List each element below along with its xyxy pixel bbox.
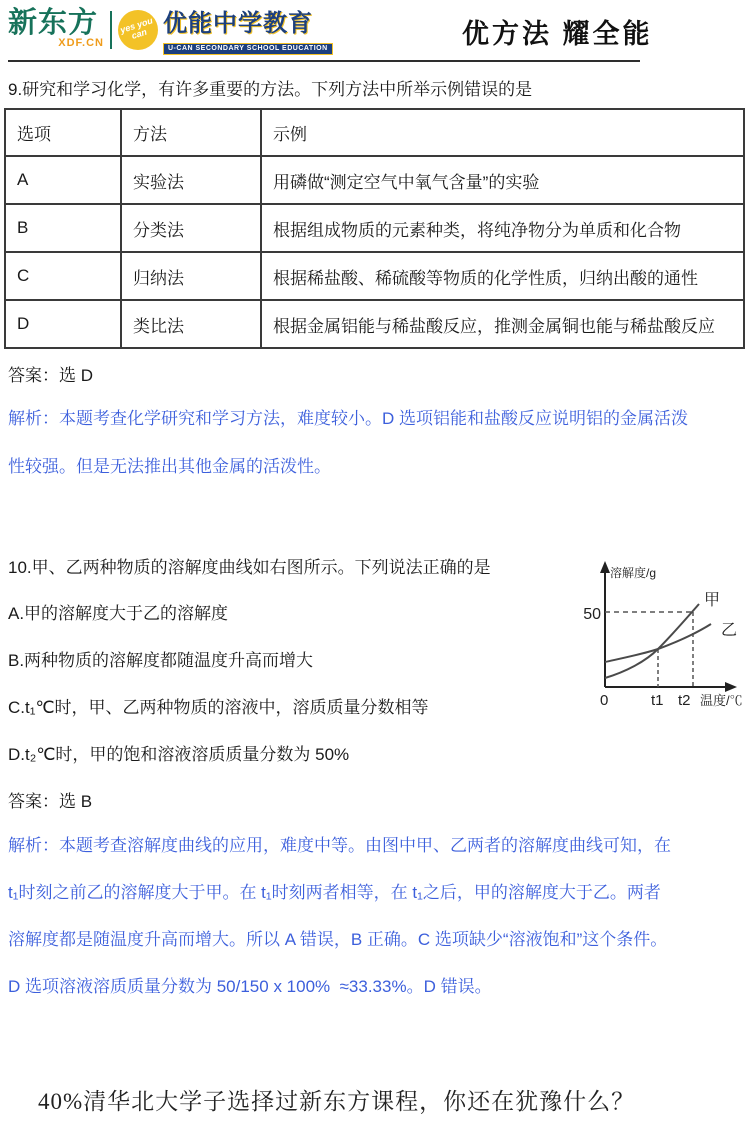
q9-analysis-line: 解析：本题考查化学研究和学习方法，难度较小。D 选项铝能和盐酸反应说明铝的金属活泼 [8, 409, 688, 428]
table-header-cell: 方法 [121, 109, 261, 156]
table-cell: 分类法 [121, 204, 261, 252]
q9-analysis-line: 性较强。但是无法推出其他金属的活泼性。 [8, 457, 331, 476]
ucan-subtitle: U-CAN SECONDARY SCHOOL EDUCATION [163, 43, 333, 55]
table-cell: 根据金属铝能与稀盐酸反应，推测金属铜也能与稀盐酸反应 [261, 300, 744, 348]
solubility-curve-chart [563, 553, 750, 713]
logo-divider [110, 11, 112, 49]
q10-stem: 10.甲、乙两种物质的溶解度曲线如右图所示。下列说法正确的是 [8, 558, 491, 577]
table-row [5, 300, 744, 348]
q10-analysis-line: D 选项溶液溶质质量分数为 50/150 x 100% ≈33.33%。D 错误。 [8, 977, 492, 996]
table-row [5, 204, 744, 252]
q9-table [4, 108, 745, 349]
x-tick-0: 0 [600, 692, 609, 709]
q10-analysis-line: 溶解度都是随温度升高而增大。所以 A 错误，B 正确。C 选项缺少“溶液饱和”这个条件。 [8, 930, 668, 949]
table-cell: C [5, 252, 121, 300]
table-cell: 类比法 [121, 300, 261, 348]
q10-analysis-line: t₁时刻之前乙的溶解度大于甲。在 t₁时刻两者相等，在 t₁之后，甲的溶解度大于乙。两者 [8, 883, 661, 902]
table-header-row [5, 109, 744, 156]
q10-analysis-line: 解析：本题考查溶解度曲线的应用，难度中等。由图中甲、乙两者的溶解度曲线可知，在 [8, 836, 671, 855]
series-label-yi: 乙 [721, 622, 738, 639]
y-axis-arrow-icon [600, 561, 610, 573]
q10-option-d: D.t₂℃时，甲的饱和溶液溶质质量分数为 50% [8, 745, 350, 764]
q10-option-b: B.两种物质的溶解度都随温度升高而增大 [8, 651, 314, 670]
x-tick-t1: t1 [651, 692, 664, 709]
q9-stem: 9.研究和学习化学，有许多重要的方法。下列方法中所举示例错误的是 [8, 80, 533, 99]
table-cell: 根据组成物质的元素种类，将纯净物分为单质和化合物 [261, 204, 744, 252]
table-header-cell: 示例 [261, 109, 744, 156]
ucan-circle-text: yes you can [118, 15, 154, 41]
table-cell: 用磷做“测定空气中氧气含量”的实验 [261, 156, 744, 204]
q10-option-a: A.甲的溶解度大于乙的溶解度 [8, 604, 229, 623]
xdf-url-text: XDF.CN [58, 37, 104, 49]
y-tick-50: 50 [583, 606, 601, 623]
x-tick-t2: t2 [678, 692, 691, 709]
q10-answer: 答案：选 B [8, 792, 93, 811]
table-header-cell: 选项 [5, 109, 121, 156]
header-logo [8, 8, 333, 54]
header-slogan: 优方法 耀全能 [462, 19, 653, 49]
ucan-circle-icon [118, 10, 158, 50]
table-row [5, 252, 744, 300]
table-cell: 实验法 [121, 156, 261, 204]
table-cell: 根据稀盐酸、稀硫酸等物质的化学性质，归纳出酸的通性 [261, 252, 744, 300]
footer-slogan: 40%清华北大学子选择过新东方课程，你还在犹豫什么？ [38, 1089, 636, 1114]
header-rule [8, 60, 640, 62]
y-axis-label: 溶解度/g [610, 566, 657, 580]
table-cell: A [5, 156, 121, 204]
curve-jia [605, 604, 699, 678]
table-row [5, 156, 744, 204]
x-axis-label: 温度/℃ [700, 693, 743, 708]
table-cell: D [5, 300, 121, 348]
xdf-logo [8, 8, 104, 52]
q10-option-c: C.t₁℃时，甲、乙两种物质的溶液中，溶质质量分数相等 [8, 698, 429, 717]
ucan-title: 优能中学教育 [163, 10, 313, 37]
table-cell: 归纳法 [121, 252, 261, 300]
series-label-jia: 甲 [704, 592, 721, 609]
ucan-logo [163, 11, 333, 55]
xdf-brand-text: 新东方 [8, 7, 99, 39]
q9-answer: 答案：选 D [8, 366, 93, 385]
table-cell: B [5, 204, 121, 252]
x-axis-arrow-icon [725, 682, 737, 692]
